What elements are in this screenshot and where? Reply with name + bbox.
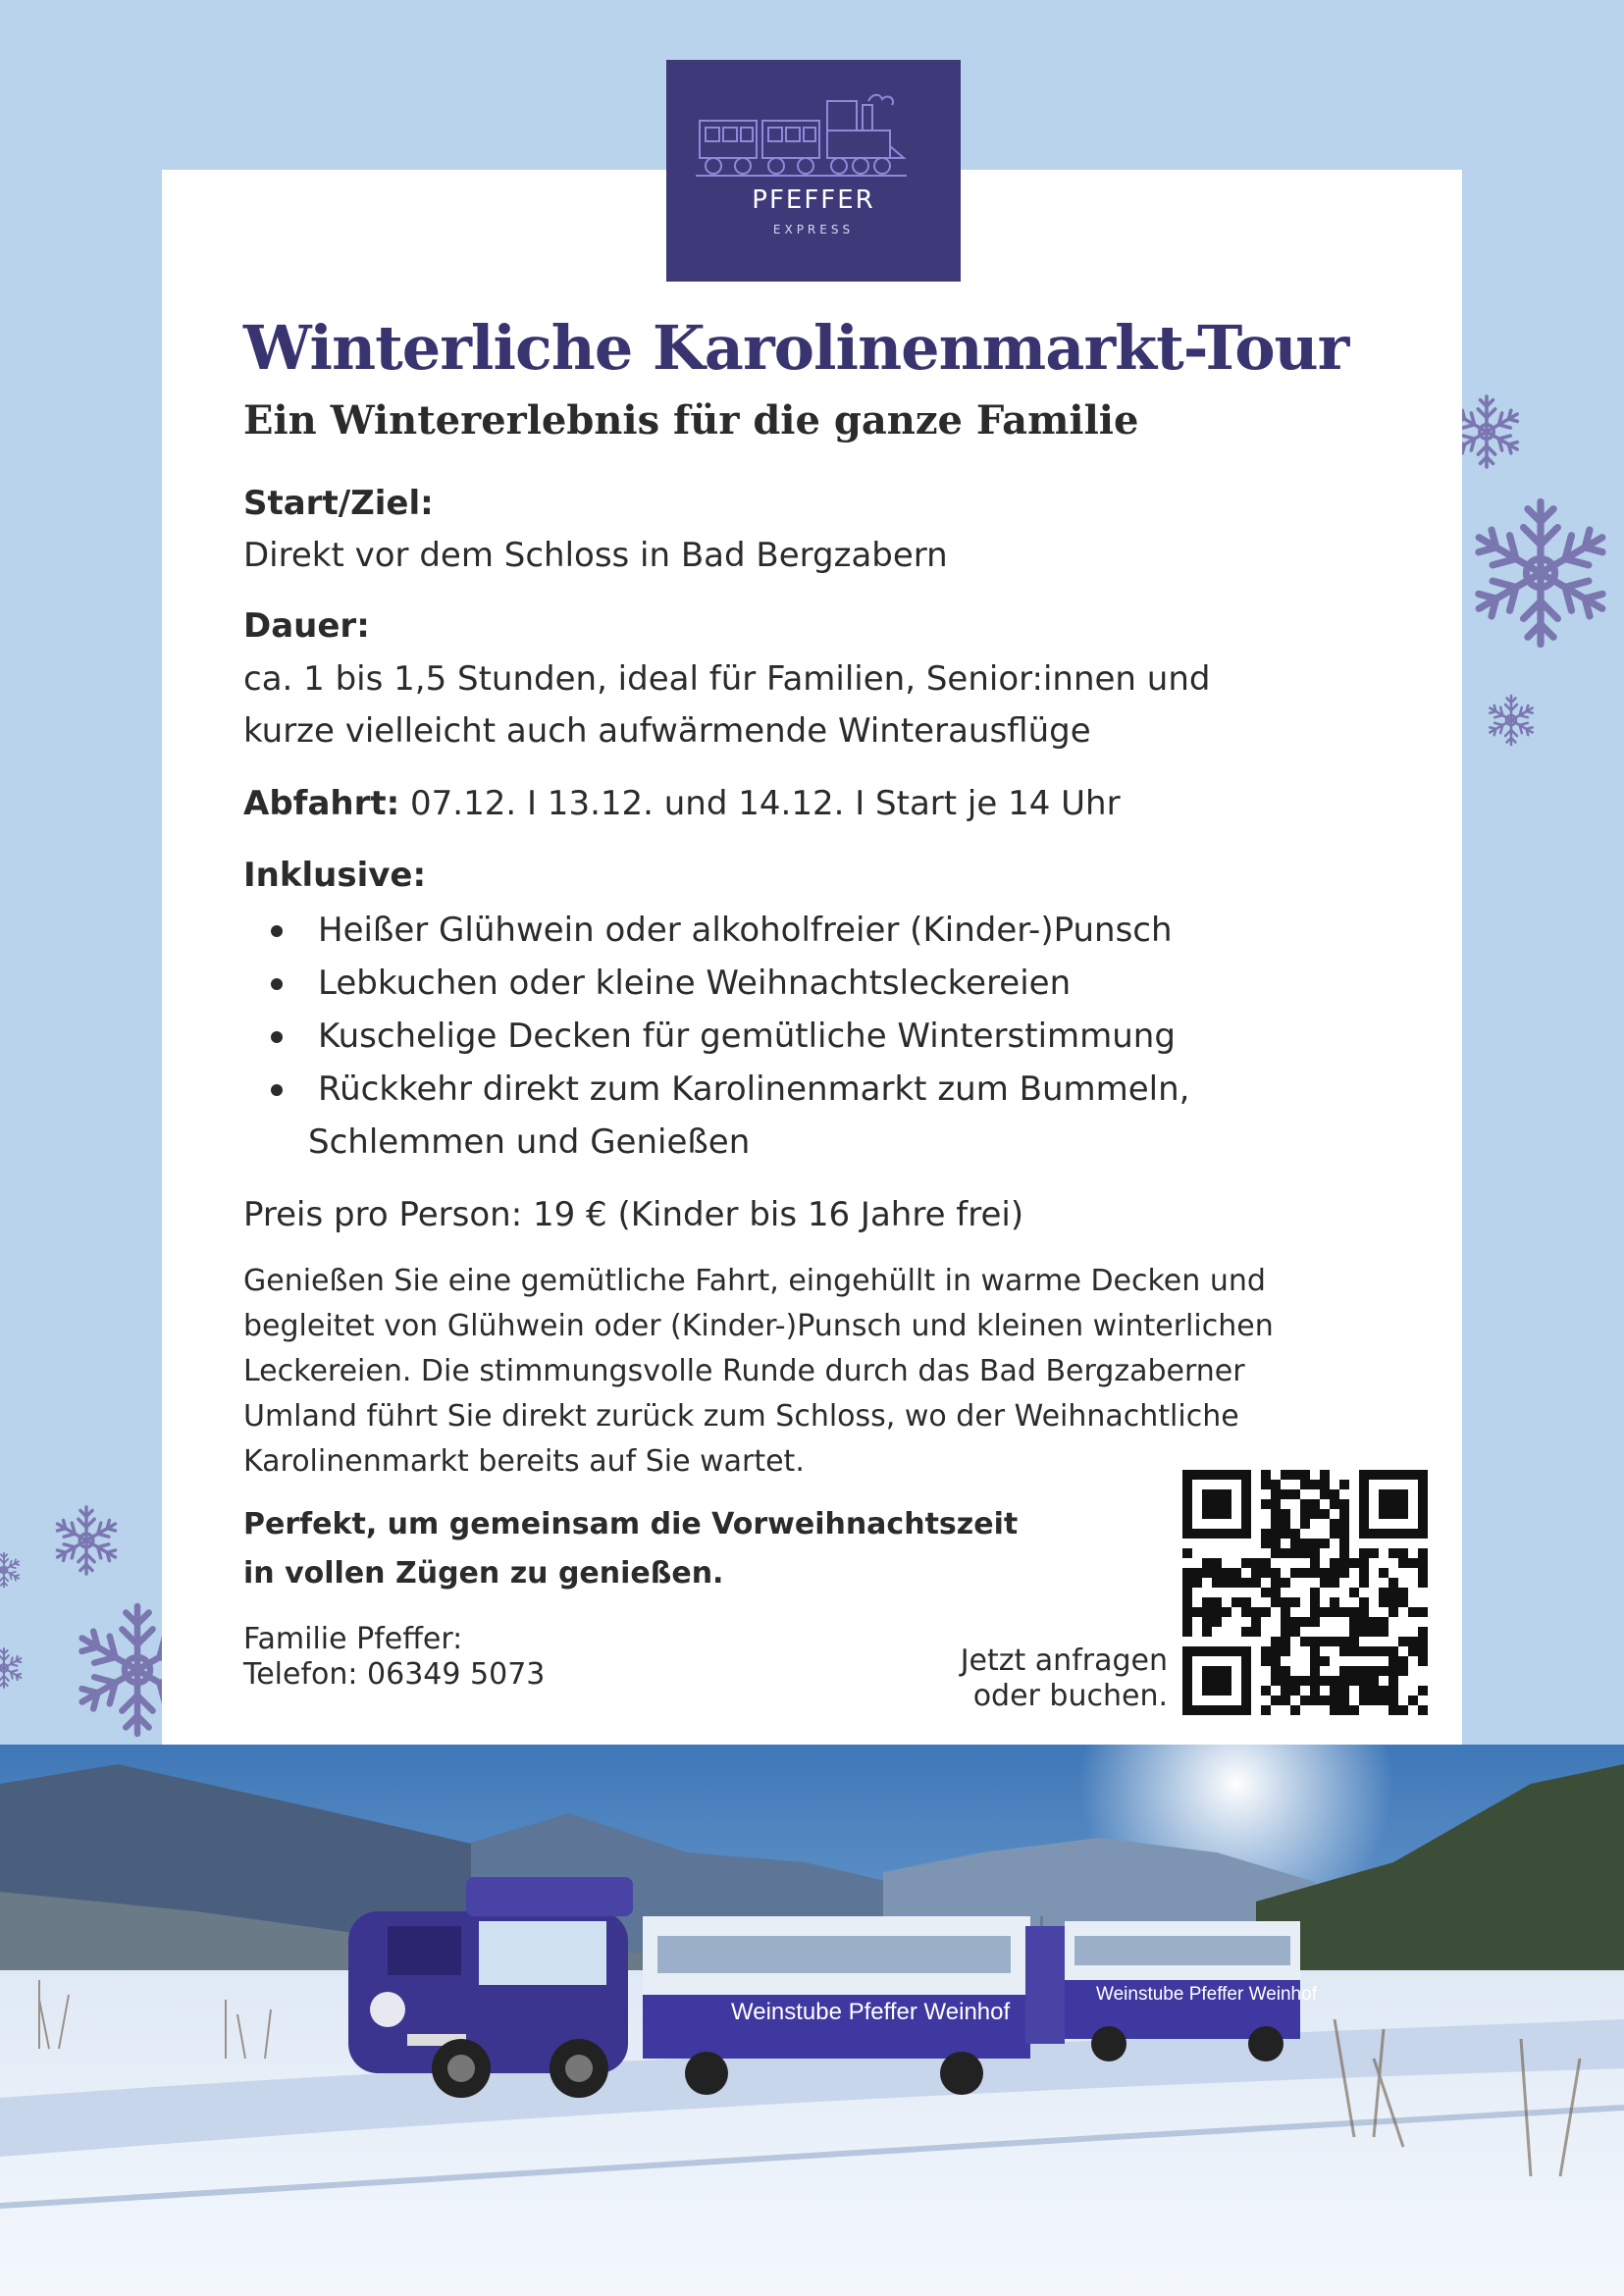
departure-value: 07.12. I 13.12. und 14.12. I Start je 14 Uhr: [399, 784, 1121, 823]
contact-phone[interactable]: Telefon: 06349 5073: [243, 1657, 546, 1692]
snowflake-icon: [0, 1648, 24, 1688]
train-icon: [696, 87, 931, 181]
train-photo: [0, 1745, 1624, 2296]
price: Preis pro Person: 19 € (Kinder bis 16 Jahre frei): [243, 1195, 1024, 1234]
page-title: Winterliche Karolinenmarkt-Tour: [243, 312, 1349, 384]
included-list: [265, 904, 1189, 1169]
logo: [666, 60, 961, 282]
list-item: Rückkehr direkt zum Karolinenmarkt zum Bummeln,: [265, 1063, 1189, 1116]
snowflake-icon: [1452, 396, 1522, 467]
description-line: begleitet von Glühwein oder (Kinder-)Punsch und kleinen winterlichen: [243, 1309, 1274, 1343]
logo-name: PFEFFER: [752, 185, 875, 215]
duration-line: kurze vielleicht auch aufwärmende Winterausflüge: [243, 711, 1091, 751]
description-line: Leckereien. Die stimmungsvolle Runde durch das Bad Bergzaberner: [243, 1354, 1245, 1388]
snowflake-icon: [1487, 696, 1535, 745]
qr-code[interactable]: [1182, 1470, 1428, 1715]
list-item: Lebkuchen oder kleine Weihnachtsleckereien: [265, 957, 1189, 1010]
start-label: Start/Ziel:: [243, 484, 434, 523]
logo-subtitle: EXPRESS: [772, 223, 855, 236]
cta-line: Jetzt anfragen: [960, 1644, 1168, 1678]
list-item: Kuschelige Decken für gemütliche Winterstimmung: [265, 1010, 1189, 1063]
contact: [243, 1622, 545, 1693]
cta-line: oder buchen.: [972, 1679, 1168, 1713]
snowflake-icon: [53, 1507, 119, 1574]
train-sign: Weinstube Pfeffer Weinhof: [1096, 1984, 1317, 2005]
page-subtitle: Ein Wintererlebnis für die ganze Familie: [243, 397, 1139, 444]
closing-line: in vollen Zügen zu genießen.: [243, 1556, 724, 1591]
snowflake-icon: [0, 1553, 21, 1588]
duration-line: ca. 1 bis 1,5 Stunden, ideal für Familien, Senior:innen und: [243, 659, 1211, 699]
description-line: Karolinenmarkt bereits auf Sie wartet.: [243, 1444, 805, 1479]
closing-line: Perfekt, um gemeinsam die Vorweihnachtszeit: [243, 1507, 1019, 1541]
snowflake-icon: [1471, 502, 1611, 645]
list-item: Heißer Glühwein oder alkoholfreier (Kinder-)Punsch: [265, 904, 1189, 957]
list-item-continuation: Schlemmen und Genießen: [308, 1122, 751, 1162]
departure-label: Abfahrt:: [243, 784, 400, 823]
description: [243, 1259, 1352, 1485]
included-label: Inklusive:: [243, 856, 427, 895]
departure: [243, 778, 1121, 830]
contact-name: Familie Pfeffer:: [243, 1622, 463, 1656]
call-to-action: [903, 1644, 1168, 1714]
description-line: Umland führt Sie direkt zurück zum Schloss, wo der Weihnachtliche: [243, 1399, 1239, 1434]
closing-statement: [243, 1500, 1018, 1598]
duration-label: Dauer:: [243, 606, 370, 646]
description-line: Genießen Sie eine gemütliche Fahrt, eingehüllt in warme Decken und: [243, 1264, 1266, 1298]
start-value: Direkt vor dem Schloss in Bad Bergzabern: [243, 536, 948, 575]
train-sign: Weinstube Pfeffer Weinhof: [731, 1999, 1011, 2025]
